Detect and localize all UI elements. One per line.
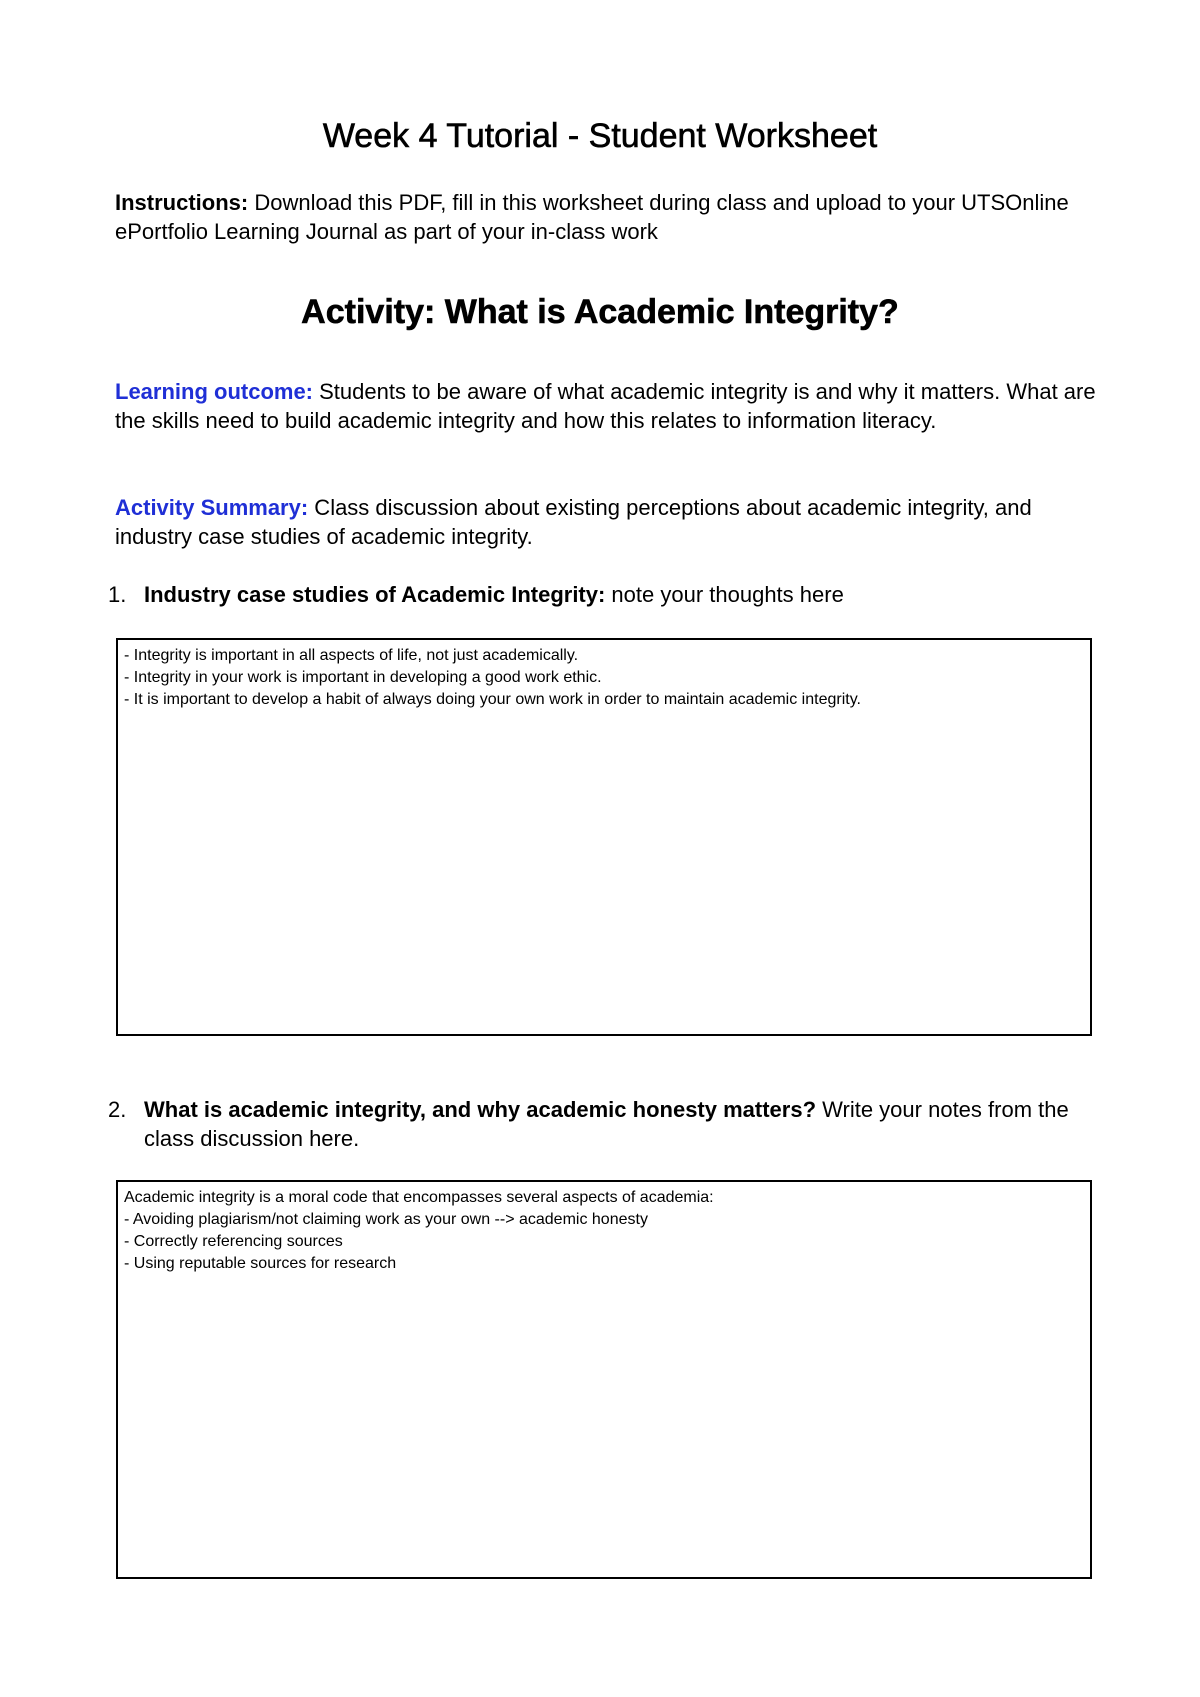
- instructions-label: Instructions:: [115, 190, 249, 215]
- answer-line: - Using reputable sources for research: [124, 1255, 397, 1272]
- question-1: [108, 580, 1098, 609]
- answer-line: Academic integrity is a moral code that encompasses several aspects of academia:: [124, 1189, 714, 1206]
- question-number: 1.: [108, 582, 127, 607]
- answer-box-2[interactable]: [116, 1180, 1092, 1579]
- question-2: [108, 1095, 1098, 1153]
- question-bold-text: What is academic integrity, and why academic honesty matters?: [144, 1097, 817, 1122]
- answer-line: - Integrity in your work is important in developing a good work ethic.: [124, 669, 602, 686]
- question-prompt: Write your notes from the class discussion here.: [144, 1097, 1069, 1151]
- answer-line: - It is important to develop a habit of always doing your own work in order to maintain academic integrity.: [124, 691, 861, 708]
- answer-line: - Avoiding plagiarism/not claiming work as your own --> academic honesty: [124, 1211, 648, 1228]
- answer-line: - Correctly referencing sources: [124, 1233, 343, 1250]
- activity-summary-label: Activity Summary:: [115, 495, 309, 520]
- question-text: [144, 1095, 1098, 1153]
- activity-summary-paragraph: [115, 493, 1105, 551]
- question-number: 2.: [108, 1097, 127, 1122]
- instructions-paragraph: [115, 188, 1105, 246]
- page-title: Week 4 Tutorial - Student Worksheet: [322, 117, 878, 155]
- question-bold-text: Industry case studies of Academic Integrity:: [144, 582, 606, 607]
- instructions-text: Download this PDF, fill in this worksheet during class and upload to your UTSOnline ePortfolio Learning Journal as part of your in-class work: [115, 190, 1069, 244]
- learning-outcome-label: Learning outcome:: [115, 379, 314, 404]
- answer-box-1[interactable]: [116, 638, 1092, 1036]
- learning-outcome-text: Students to be aware of what academic integrity is and why it matters. What are the skills need to build academic integrity and how this relates to information literacy.: [115, 379, 1096, 433]
- learning-outcome-paragraph: [115, 377, 1105, 435]
- question-text: [144, 580, 1098, 609]
- question-prompt: note your thoughts here: [605, 582, 844, 607]
- activity-summary-text: Class discussion about existing perceptions about academic integrity, and industry case studies of academic integrity.: [115, 495, 1032, 549]
- activity-title: Activity: What is Academic Integrity?: [301, 293, 899, 331]
- answer-line: - Integrity is important in all aspects of life, not just academically.: [124, 647, 579, 664]
